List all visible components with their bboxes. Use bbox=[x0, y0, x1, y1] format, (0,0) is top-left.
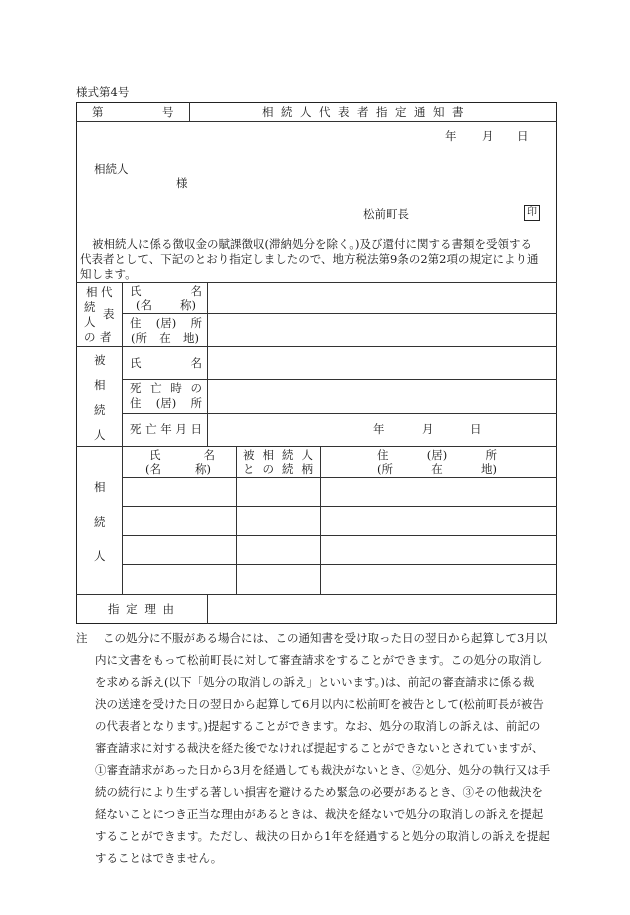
label-char: 日 bbox=[190, 422, 202, 436]
heirs-col-name bbox=[149, 448, 215, 462]
death-year: 年 bbox=[373, 422, 385, 436]
label-char: (名 bbox=[145, 462, 161, 476]
label-char: 月 bbox=[175, 422, 187, 436]
label-char: 所 bbox=[190, 316, 202, 330]
header-go: 号 bbox=[162, 105, 174, 119]
note-line: 経ないことにつき正当な理由があるときは、裁決を経ないで処分の取消しの訴えを提起 bbox=[95, 807, 544, 821]
addressee-sama: 様 bbox=[176, 176, 188, 190]
note-line: を求める訴え(以下「処分の取消しの訴え」といいます。)は、前記の審査請求に係る裁 bbox=[95, 675, 535, 689]
rule bbox=[122, 535, 557, 536]
addressee-label: 相続人 bbox=[94, 162, 129, 176]
rep-side-char: 相 bbox=[86, 285, 98, 299]
deceased-side-char: 人 bbox=[94, 428, 106, 442]
rep-name-label bbox=[130, 284, 202, 298]
document-title: 相続人代表者指定通知書 bbox=[262, 105, 471, 119]
label-char: 住 bbox=[130, 396, 142, 410]
body-line: 知します。 bbox=[80, 267, 137, 281]
label-char: 地) bbox=[183, 331, 199, 345]
heirs-col-relation-1 bbox=[243, 448, 313, 462]
label-char: 死 bbox=[130, 422, 142, 436]
label-char: 続 bbox=[282, 448, 294, 462]
rep-name-sub bbox=[136, 298, 196, 312]
rule bbox=[122, 564, 557, 565]
issuer-name: 松前町長 bbox=[363, 207, 409, 221]
note-mark: 注 bbox=[76, 631, 88, 645]
label-char: 氏 bbox=[130, 356, 142, 370]
note-line: この処分に不服がある場合には、この通知書を受け取った日の翌日から起算して3月以 bbox=[103, 631, 548, 645]
note-line: することができます。ただし、裁決の日から1年を経過すると処分の取消しの訴えを提起 bbox=[95, 829, 550, 843]
form-number: 様式第4号 bbox=[76, 85, 130, 99]
date-day: 日 bbox=[517, 129, 529, 143]
label-char: 名 bbox=[190, 284, 202, 298]
heirs-col-relation-2 bbox=[243, 462, 313, 476]
rule bbox=[122, 282, 123, 594]
label-char: 年 bbox=[160, 422, 172, 436]
rule bbox=[76, 594, 557, 595]
label-char: 所 bbox=[485, 448, 497, 462]
label-char: 名 bbox=[203, 448, 215, 462]
rule bbox=[320, 446, 321, 594]
label-char: 定 bbox=[126, 602, 138, 616]
label-char: 名 bbox=[190, 356, 202, 370]
deceased-side-char: 相 bbox=[94, 378, 106, 392]
rule bbox=[207, 594, 208, 624]
label-char: (居) bbox=[155, 316, 177, 330]
heirs-side-char: 相 bbox=[94, 480, 106, 494]
note-line: の代表者となります。)提起することができます。なお、処分の取消しの訴えは、前記の bbox=[95, 719, 541, 733]
label-char: 人 bbox=[301, 448, 313, 462]
label-char: (所 bbox=[131, 331, 147, 345]
label-char: 指 bbox=[108, 602, 120, 616]
rule bbox=[207, 282, 208, 446]
label-char: 理 bbox=[144, 602, 156, 616]
deceased-side-char: 被 bbox=[94, 353, 106, 367]
label-char: 称) bbox=[195, 462, 211, 476]
rep-side-char: 表 bbox=[103, 307, 115, 321]
label-char: 在 bbox=[431, 462, 443, 476]
label-char: 時 bbox=[170, 381, 182, 395]
label-char: (所 bbox=[377, 462, 393, 476]
reason-label bbox=[108, 602, 174, 616]
header-dai: 第 bbox=[92, 105, 104, 119]
label-char: 続 bbox=[282, 462, 294, 476]
deceased-death-date-label bbox=[130, 422, 202, 436]
rule bbox=[122, 313, 557, 314]
label-char: の bbox=[262, 462, 274, 476]
label-char: 亡 bbox=[145, 422, 157, 436]
label-char: 相 bbox=[262, 448, 274, 462]
rule bbox=[76, 346, 557, 347]
rule bbox=[236, 446, 237, 594]
deceased-death-address-2 bbox=[130, 396, 202, 410]
date-month: 月 bbox=[482, 129, 494, 143]
rule bbox=[122, 477, 557, 478]
label-char: 所 bbox=[190, 396, 202, 410]
heirs-col-name-sub bbox=[145, 462, 211, 476]
death-day: 日 bbox=[470, 422, 482, 436]
note-line: することはできません。 bbox=[95, 851, 223, 865]
rep-side-char: 者 bbox=[100, 330, 112, 344]
rule bbox=[122, 506, 557, 507]
label-char: 住 bbox=[377, 448, 389, 462]
deceased-death-address-1 bbox=[130, 381, 202, 395]
deceased-name-label bbox=[130, 356, 202, 370]
rule bbox=[76, 121, 557, 122]
label-char: (名 bbox=[136, 298, 152, 312]
rep-address-sub bbox=[131, 331, 199, 345]
rule bbox=[122, 379, 557, 380]
rep-side-char: 続 bbox=[84, 300, 96, 314]
label-char: 氏 bbox=[149, 448, 161, 462]
label-char: の bbox=[190, 381, 202, 395]
label-char: 柄 bbox=[301, 462, 313, 476]
label-char: 在 bbox=[159, 331, 171, 345]
seal-mark: 印 bbox=[524, 205, 540, 221]
death-month: 月 bbox=[422, 422, 434, 436]
note-line: 決の送達を受けた日の翌日から起算して6月以内に松前町を被告として(松前町長が被告 bbox=[95, 697, 544, 711]
deceased-side-char: 続 bbox=[94, 403, 106, 417]
label-char: 住 bbox=[130, 316, 142, 330]
rep-side-char: の bbox=[84, 330, 96, 344]
label-char: 地) bbox=[481, 462, 497, 476]
label-char: (居) bbox=[155, 396, 177, 410]
date-year: 年 bbox=[445, 129, 457, 143]
body-line: 代表者として、下記のとおり指定しましたので、地方税法第9条の2第2項の規定により通 bbox=[80, 252, 539, 266]
rep-address-label bbox=[130, 316, 202, 330]
heirs-col-address-sub bbox=[377, 462, 497, 476]
heirs-side-char: 人 bbox=[94, 549, 106, 563]
label-char: 称) bbox=[180, 298, 196, 312]
note-line: 審査請求に対する裁決を経た後でなければ提起することができないとされていますが、 bbox=[95, 741, 544, 755]
note-line: 続の続行により生ずる著しい損害を避けるため緊急の必要があるとき、③その他裁決を bbox=[95, 785, 544, 799]
label-char: 由 bbox=[162, 602, 174, 616]
rule bbox=[122, 413, 557, 414]
heirs-side-char: 続 bbox=[94, 515, 106, 529]
rule bbox=[189, 102, 190, 121]
note-line: ①審査請求があった日から3月を経過しても裁決がないとき、②処分、処分の執行又は手 bbox=[95, 763, 551, 777]
heirs-col-address bbox=[377, 448, 497, 462]
label-char: (居) bbox=[426, 448, 448, 462]
label-char: 氏 bbox=[130, 284, 142, 298]
note-line: 内に文書をもって松前町長に対して審査請求をすることができます。この処分の取消し bbox=[95, 653, 543, 667]
label-char: 被 bbox=[243, 448, 255, 462]
body-line: 被相続人に係る徴収金の賦課徴収(滞納処分を除く。)及び還付に関する書類を受領する bbox=[92, 237, 532, 251]
label-char: 死 bbox=[130, 381, 142, 395]
rep-side-char: 代 bbox=[101, 285, 113, 299]
rule bbox=[76, 282, 557, 283]
label-char: と bbox=[243, 462, 255, 476]
rep-side-char: 人 bbox=[84, 315, 96, 329]
label-char: 亡 bbox=[150, 381, 162, 395]
rule bbox=[76, 446, 557, 447]
